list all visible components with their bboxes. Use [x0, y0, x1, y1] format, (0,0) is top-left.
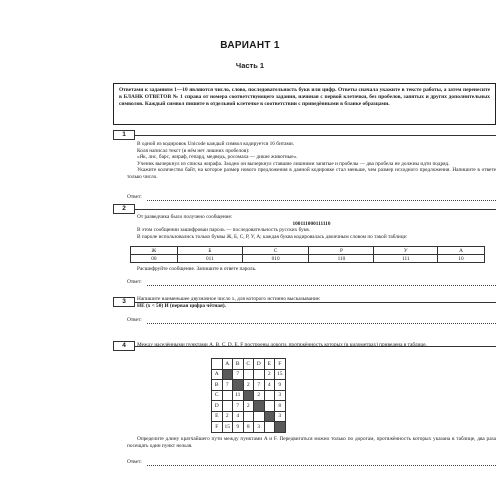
distance-table-diagonal-cell	[275, 422, 286, 433]
distance-table-cell	[254, 411, 265, 422]
distance-table-cell: 15	[222, 422, 233, 433]
distance-table-cell: 3	[254, 422, 265, 433]
distance-table-header-cell: B	[233, 359, 244, 370]
distance-table-header-cell: F	[275, 359, 286, 370]
distance-table-cell: 11	[233, 390, 244, 401]
distance-table-row-label: B	[212, 380, 223, 391]
distance-table-row	[212, 401, 286, 412]
distance-table-diagonal-cell	[233, 380, 244, 391]
code-table-code-cell: 011	[177, 255, 242, 263]
distance-table-row-label: C	[212, 390, 223, 401]
answer-label: Ответ:	[127, 194, 142, 200]
distance-table-cell: 7	[233, 369, 244, 380]
task-2-p4-wrap	[127, 266, 496, 273]
distance-table-cell	[243, 369, 254, 380]
distance-table-cell: 4	[264, 380, 275, 391]
task-number-3: 3	[113, 297, 135, 307]
task-3-p2: НЕ (x < 50) И (первая цифра чётная).	[137, 302, 226, 309]
distance-table-cell: 2	[264, 369, 275, 380]
distance-table-row	[212, 380, 286, 391]
code-table-code-cell: 111	[374, 255, 438, 263]
code-table	[130, 246, 485, 263]
answer-label: Ответ:	[127, 459, 142, 465]
distance-table-diagonal-cell	[254, 401, 265, 412]
task-divider-1	[135, 135, 496, 136]
instructions-box: Ответами к заданиям 1—10 являются число, слово, последовательность букв или цифр. Ответы сначала укажите в тексте работы, а затем перенесите в БЛАНК ОТВЕТОВ № 1 справа от номера соответствующего задания, начиная с первой клеточки, без пробелов, запятых и других дополнительных символов. Каждый символ пишите в отдельной клеточке в соответствии с приведёнными в бланке образцами.	[113, 83, 496, 125]
distance-table-cell: 4	[233, 411, 244, 422]
distance-table-row-label: E	[212, 411, 223, 422]
distance-table-cell: 9	[275, 380, 286, 391]
task-2-p3: В пароле использовались только буквы Ж, Б, С, Р, У, А; каждая буква кодировалась двоичным словом по такой таблице:	[137, 233, 408, 240]
distance-table-cell: 7	[254, 380, 265, 391]
distance-table-cell: 2	[254, 390, 265, 401]
task-number-4: 4	[113, 341, 135, 351]
distance-table-cell: 2	[243, 380, 254, 391]
distance-table-cell	[264, 390, 275, 401]
task-3-p1: Напишите наименьшее двузначное число x, для которого истинно высказывание:	[137, 296, 321, 302]
distance-table-row	[212, 411, 286, 422]
task-1-p1: В одной из кодировок Unicode каждый символ кодируется 16 битами.	[137, 141, 295, 147]
distance-table-cell: 7	[222, 380, 233, 391]
task-number-1: 1	[113, 130, 135, 140]
task-4-p1: Между населёнными пунктами A, B, C, D, E, F построены дороги, протяжённость которых (в километрах) приведена в таблице.	[137, 342, 427, 348]
distance-table-header-cell: E	[264, 359, 275, 370]
task-1-p4: Ученик вычеркнул из списка жирафа. Заодно он вычеркнул ставшие лишними запятые и пробелы — два пробела не должны идти подряд.	[137, 160, 450, 167]
distance-table-cell	[243, 411, 254, 422]
distance-table-header-cell: C	[243, 359, 254, 370]
code-table-code-cell: 10	[438, 255, 485, 263]
code-table-letter-cell: С	[242, 247, 309, 255]
distance-table-cell: 7	[233, 401, 244, 412]
distance-table-row	[212, 422, 286, 433]
distance-table-cell: 2	[243, 401, 254, 412]
distance-table-row-label: D	[212, 401, 223, 412]
distance-table-cell	[222, 390, 233, 401]
task-2-text	[127, 214, 496, 240]
distance-table-diagonal-cell	[222, 369, 233, 380]
distance-table-header-cell: D	[254, 359, 265, 370]
task-divider-2	[135, 209, 496, 210]
task-number-2: 2	[113, 204, 135, 214]
task-1-p5: Укажите количество байт, на которое размер нового предложения в данной кодировке стал меньше, чем размер исходного предложения. Напишите в ответе только число.	[127, 167, 496, 180]
distance-table	[211, 358, 286, 433]
distance-table-cell: 3	[275, 390, 286, 401]
code-table-code-cell: 00	[131, 255, 178, 263]
task-2-p4: Расшифруйте сообщение. Запишите в ответе пароль.	[137, 266, 257, 272]
task-1-p3: «Як, лис, барс, жираф, гепард, медведь, росомаха — дикие животные».	[137, 154, 298, 161]
task-4-text	[127, 342, 496, 349]
answer-line[interactable]	[147, 323, 496, 324]
distance-table-cell: 2	[222, 411, 233, 422]
task-1-text	[127, 141, 496, 181]
distance-table-diagonal-cell	[264, 411, 275, 422]
task-4-p2-wrap	[127, 436, 496, 449]
distance-table-diagonal-cell	[243, 390, 254, 401]
code-table-letter-cell: Б	[177, 247, 242, 255]
distance-table-cell: 15	[275, 369, 286, 380]
distance-table-header-row	[212, 359, 286, 370]
task-3-text	[127, 296, 496, 309]
code-table-code-cell: 110	[309, 255, 374, 263]
distance-table-header-cell	[212, 359, 223, 370]
code-table-codes-row	[131, 255, 485, 263]
task-2-p1: От разведчика было получено сообщение:	[137, 214, 233, 220]
page-title: ВАРИАНТ 1	[220, 40, 280, 51]
answer-line[interactable]	[147, 200, 496, 201]
answer-line[interactable]	[147, 465, 496, 466]
task-4-p2: Определите длину кратчайшего пути между пунктами A и F. Передвигаться можно только по дорогам, протяжённость которых указана в таблице, два раза посещать один пункт нельзя.	[127, 436, 496, 449]
distance-table-cell: 3	[275, 411, 286, 422]
code-table-letter-cell: Р	[309, 247, 374, 255]
distance-table-cell	[222, 401, 233, 412]
answer-line[interactable]	[147, 285, 496, 286]
answer-label: Ответ:	[127, 317, 142, 323]
distance-table-cell	[264, 401, 275, 412]
distance-table-row-label: A	[212, 369, 223, 380]
code-table-letter-cell: У	[374, 247, 438, 255]
code-table-letter-cell: Ж	[131, 247, 178, 255]
code-table-letter-cell: А	[438, 247, 485, 255]
task-2-code: 100111000111110	[292, 220, 331, 227]
distance-table-row	[212, 390, 286, 401]
distance-table-cell: 8	[243, 422, 254, 433]
distance-table-cell: 9	[233, 422, 244, 433]
distance-table-header-cell: A	[222, 359, 233, 370]
distance-table-cell	[264, 422, 275, 433]
distance-table-cell	[254, 369, 265, 380]
task-2-p2: В этом сообщении зашифрован пароль — последовательность русских букв.	[137, 227, 311, 234]
distance-table-cell: 8	[275, 401, 286, 412]
task-1-p2: Коля написал текст (в нём нет лишних пробелов):	[137, 147, 250, 154]
distance-table-row-label: F	[212, 422, 223, 433]
answer-label: Ответ:	[127, 279, 142, 285]
code-table-letters-row	[131, 247, 485, 255]
code-table-code-cell: 010	[242, 255, 309, 263]
distance-table-row	[212, 369, 286, 380]
page-subtitle: Часть 1	[235, 61, 265, 70]
